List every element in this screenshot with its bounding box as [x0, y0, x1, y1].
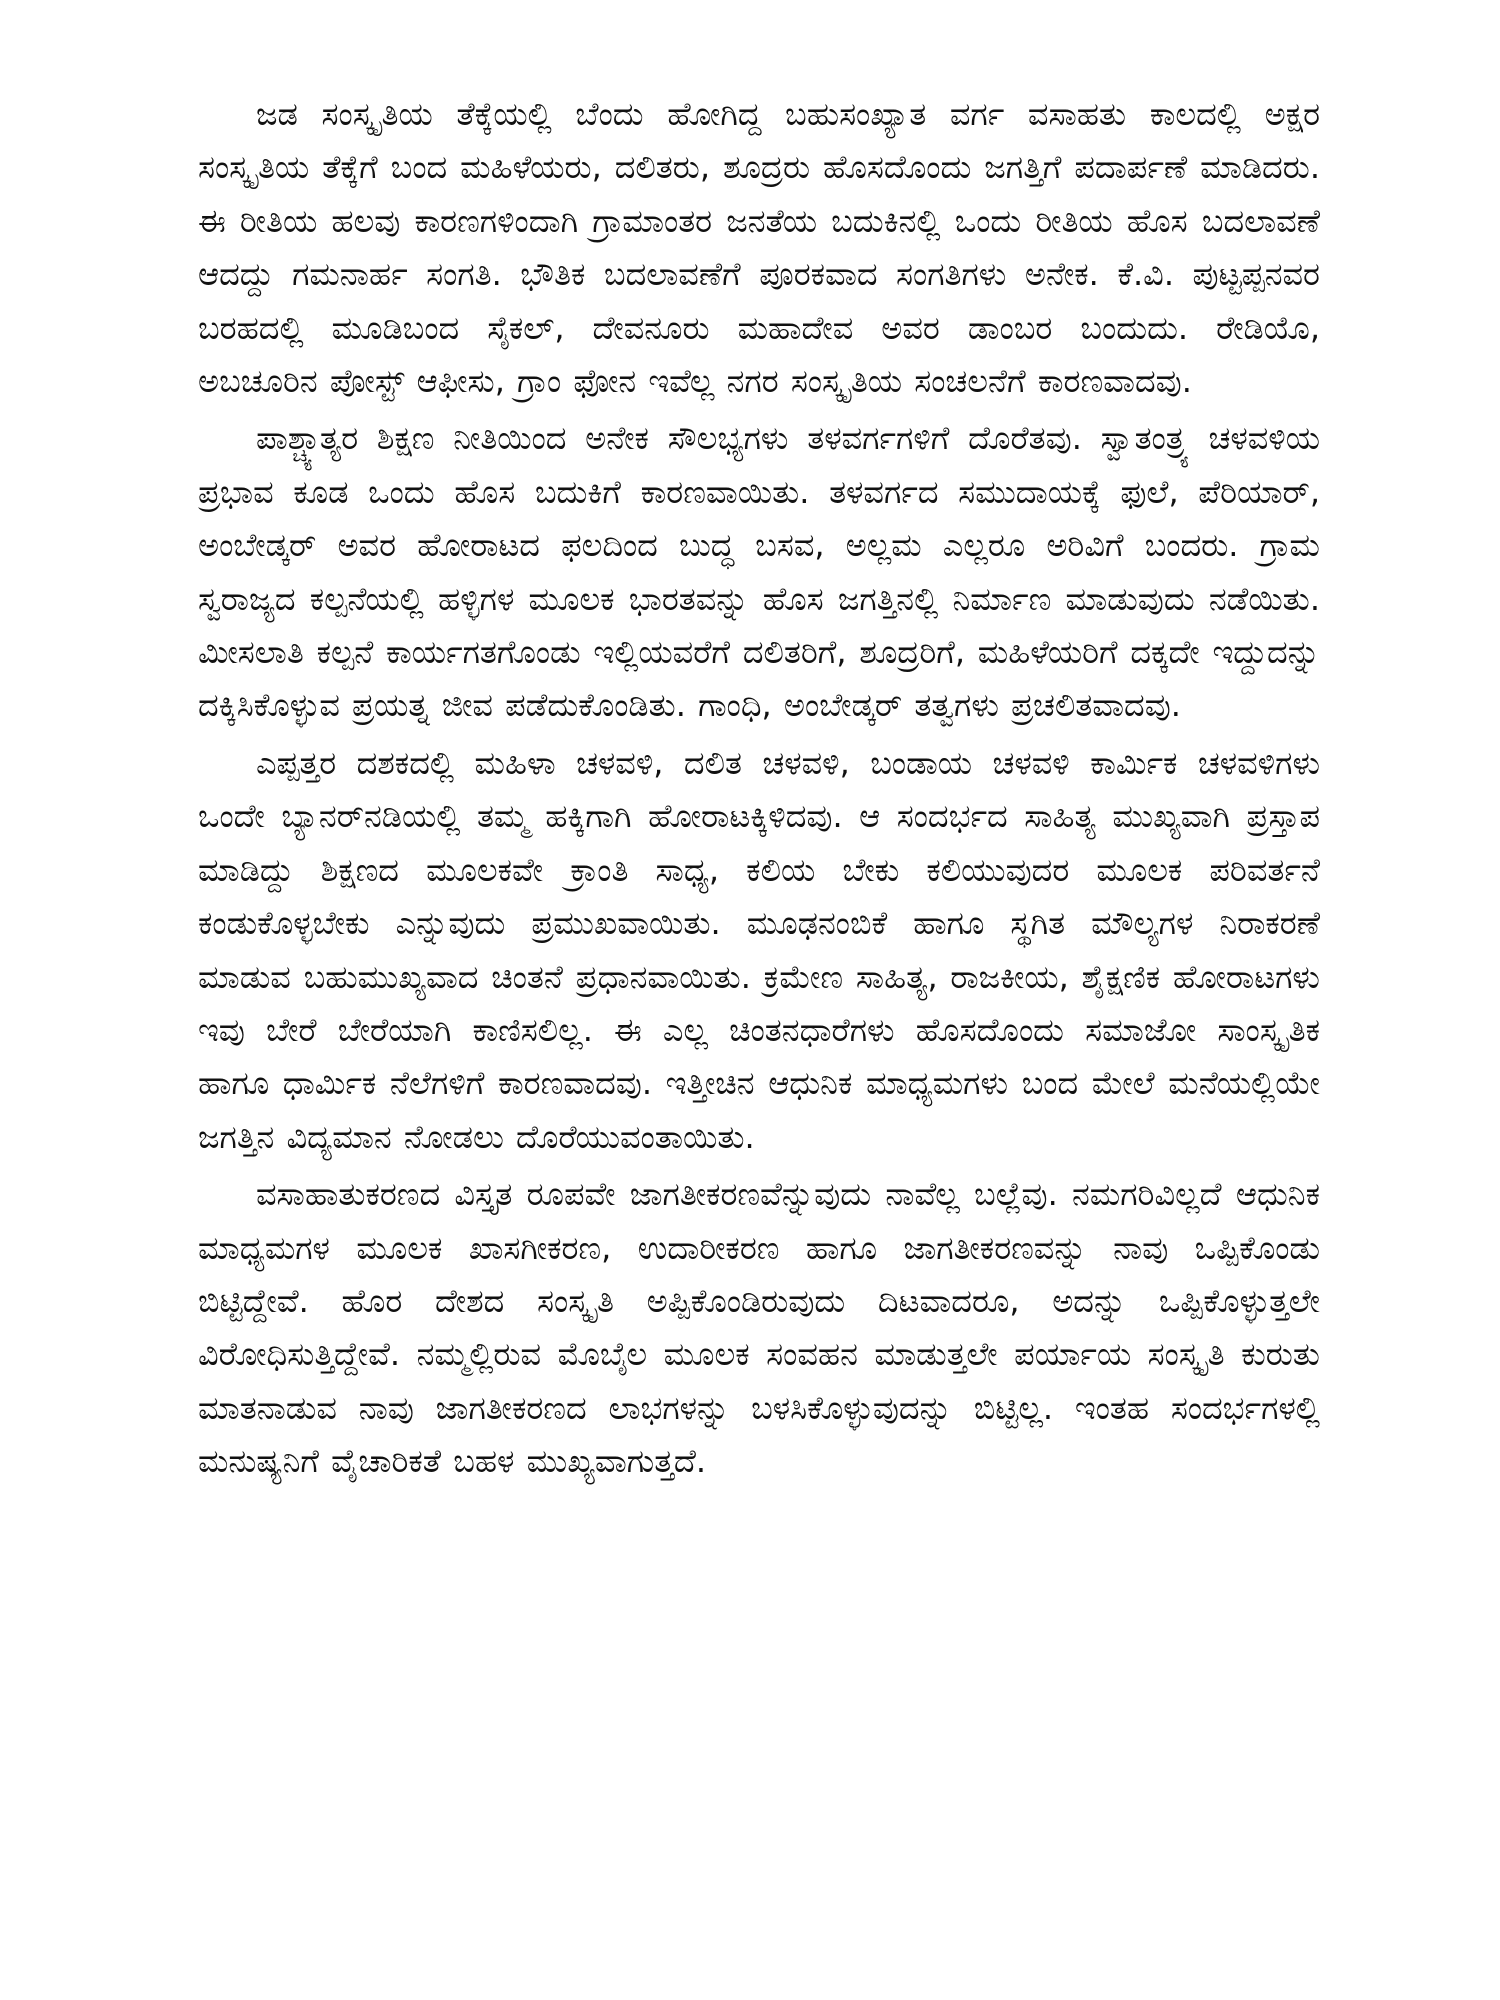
paragraph-western-education: ಪಾಶ್ಚ್ಯಾತ್ಯರ ಶಿಕ್ಷಣ ನೀತಿಯಿಂದ ಅನೇಕ ಸೌಲಭ್ಯಗಳು ತಳವರ್ಗಗಳಿಗೆ ದೊರೆತವು. ಸ್ವಾತಂತ್ರ್ಯ ಚಳವಳಿಯ ಪ್ರಭಾವ ಕೂಡ ಒಂದು ಹೊಸ ಬದುಕಿಗೆ ಕಾರಣವಾಯಿತು. ತಳವರ್ಗದ ಸಮುದಾಯಕ್ಕೆ ಫುಲೆ, ಪೆರಿಯಾರ್, ಅಂಬೇಡ್ಕರ್ ಅವರ ಹೋರಾಟದ ಫಲದಿಂದ ಬುದ್ಧ ಬಸವ, ಅಲ್ಲಮ ಎಲ್ಲರೂ ಅರಿವಿಗೆ ಬಂದರು. ಗ್ರಾಮ ಸ್ವರಾಜ್ಯದ ಕಲ್ಪನೆಯಲ್ಲಿ ಹಳ್ಳಿಗಳ ಮೂಲಕ ಭಾರತವನ್ನು ಹೊಸ ಜಗತ್ತಿನಲ್ಲಿ ನಿರ್ಮಾಣ ಮಾಡುವುದು ನಡೆಯಿತು. ಮೀಸಲಾತಿ ಕಲ್ಪನೆ ಕಾರ್ಯಗತಗೊಂಡು ಇಲ್ಲಿಯವರೆಗೆ ದಲಿತರಿಗೆ, ಶೂದ್ರರಿಗೆ, ಮಹಿಳೆಯರಿಗೆ ದಕ್ಕದೇ ಇದ್ದುದನ್ನು ದಕ್ಕಿಸಿಕೊಳ್ಳುವ ಪ್ರಯತ್ನ ಜೀವ ಪಡೆದುಕೊಂಡಿತು. ಗಾಂಧಿ, ಅಂಬೇಡ್ಕರ್ ತತ್ವಗಳು ಪ್ರಚಲಿತವಾದವು.	[198, 419, 1320, 725]
paragraph-colonial-era: ಜಡ ಸಂಸ್ಕೃತಿಯ ತೆಕ್ಕೆಯಲ್ಲಿ ಬೆಂದು ಹೋಗಿದ್ದ ಬಹುಸಂಖ್ಯಾತ ವರ್ಗ ವಸಾಹತು ಕಾಲದಲ್ಲಿ ಅಕ್ಷರ ಸಂಸ್ಕೃತಿಯ ತೆಕ್ಕೆಗೆ ಬಂದ ಮಹಿಳೆಯರು, ದಲಿತರು, ಶೂದ್ರರು ಹೊಸದೊಂದು ಜಗತ್ತಿಗೆ ಪದಾರ್ಪಣೆ ಮಾಡಿದರು. ಈ ರೀತಿಯ ಹಲವು ಕಾರಣಗಳಿಂದಾಗಿ ಗ್ರಾಮಾಂತರ ಜನತೆಯ ಬದುಕಿನಲ್ಲಿ ಒಂದು ರೀತಿಯ ಹೊಸ ಬದಲಾವಣೆ ಆದದ್ದು ಗಮನಾರ್ಹ ಸಂಗತಿ. ಭೌತಿಕ ಬದಲಾವಣೆಗೆ ಪೂರಕವಾದ ಸಂಗತಿಗಳು ಅನೇಕ. ಕೆ.ವಿ. ಪುಟ್ಟಪ್ಪನವರ ಬರಹದಲ್ಲಿ ಮೂಡಿಬಂದ ಸೈಕಲ್, ದೇವನೂರು ಮಹಾದೇವ ಅವರ ಡಾಂಬರ ಬಂದುದು. ರೇಡಿಯೊ, ಅಬಚೂರಿನ ಪೋಸ್ಟ್ ಆಫೀಸು, ಗ್ರಾಂ ಫೋನ ಇವೆಲ್ಲ ನಗರ ಸಂಸ್ಕೃತಿಯ ಸಂಚಲನೆಗೆ ಕಾರಣವಾದವು.	[198, 95, 1320, 401]
paragraph-globalization: ವಸಾಹಾತುಕರಣದ ವಿಸ್ತೃತ ರೂಪವೇ ಜಾಗತೀಕರಣವೆನ್ನುವುದು ನಾವೆಲ್ಲ ಬಲ್ಲೆವು. ನಮಗರಿವಿಲ್ಲದೆ ಆಧುನಿಕ ಮಾಧ್ಯಮಗಳ ಮೂಲಕ ಖಾಸಗೀಕರಣ, ಉದಾರೀಕರಣ ಹಾಗೂ ಜಾಗತೀಕರಣವನ್ನು ನಾವು ಒಪ್ಪಿಕೊಂಡು ಬಿಟ್ಟಿದ್ದೇವೆ. ಹೊರ ದೇಶದ ಸಂಸ್ಕೃತಿ ಅಪ್ಪಿಕೊಂಡಿರುವುದು ದಿಟವಾದರೂ, ಅದನ್ನು ಒಪ್ಪಿಕೊಳ್ಳುತ್ತಲೇ ವಿರೋಧಿಸುತ್ತಿದ್ದೇವೆ. ನಮ್ಮಲ್ಲಿರುವ ಮೊಬೈಲ ಮೂಲಕ ಸಂವಹನ ಮಾಡುತ್ತಲೇ ಪರ್ಯಾಯ ಸಂಸ್ಕೃತಿ ಕುರುತು ಮಾತನಾಡುವ ನಾವು ಜಾಗತೀಕರಣದ ಲಾಭಗಳನ್ನು ಬಳಸಿಕೊಳ್ಳುವುದನ್ನು ಬಿಟ್ಟಿಲ್ಲ. ಇಂತಹ ಸಂದರ್ಭಗಳಲ್ಲಿ ಮನುಷ್ಯನಿಗೆ ವೈಚಾರಿಕತೆ ಬಹಳ ಮುಖ್ಯವಾಗುತ್ತದೆ.	[198, 1175, 1320, 1481]
paragraph-seventies-movements: ಎಪ್ಪತ್ತರ ದಶಕದಲ್ಲಿ ಮಹಿಳಾ ಚಳವಳಿ, ದಲಿತ ಚಳವಳಿ, ಬಂಡಾಯ ಚಳವಳಿ ಕಾರ್ಮಿಕ ಚಳವಳಿಗಳು ಒಂದೇ ಬ್ಯಾನರ್‌ನಡಿಯಲ್ಲಿ ತಮ್ಮ ಹಕ್ಕಿಗಾಗಿ ಹೋರಾಟಕ್ಕಿಳಿದವು. ಆ ಸಂದರ್ಭದ ಸಾಹಿತ್ಯ ಮುಖ್ಯವಾಗಿ ಪ್ರಸ್ತಾಪ ಮಾಡಿದ್ದು ಶಿಕ್ಷಣದ ಮೂಲಕವೇ ಕ್ರಾಂತಿ ಸಾಧ್ಯ, ಕಲಿಯ ಬೇಕು ಕಲಿಯುವುದರ ಮೂಲಕ ಪರಿವರ್ತನೆ ಕಂಡುಕೊಳ್ಳಬೇಕು ಎನ್ನುವುದು ಪ್ರಮುಖವಾಯಿತು. ಮೂಢನಂಬಿಕೆ ಹಾಗೂ ಸ್ಥಗಿತ ಮೌಲ್ಯಗಳ ನಿರಾಕರಣೆ ಮಾಡುವ ಬಹುಮುಖ್ಯವಾದ ಚಿಂತನೆ ಪ್ರಧಾನವಾಯಿತು. ಕ್ರಮೇಣ ಸಾಹಿತ್ಯ, ರಾಜಕೀಯ, ಶೈಕ್ಷಣಿಕ ಹೋರಾಟಗಳು ಇವು ಬೇರೆ ಬೇರೆಯಾಗಿ ಕಾಣಿಸಲಿಲ್ಲ. ಈ ಎಲ್ಲ ಚಿಂತನಧಾರೆಗಳು ಹೊಸದೊಂದು ಸಮಾಜೋ ಸಾಂಸ್ಕೃತಿಕ ಹಾಗೂ ಧಾರ್ಮಿಕ ನೆಲೆಗಳಿಗೆ ಕಾರಣವಾದವು. ಇತ್ತೀಚಿನ ಆಧುನಿಕ ಮಾಧ್ಯಮಗಳು ಬಂದ ಮೇಲೆ ಮನೆಯಲ್ಲಿಯೇ ಜಗತ್ತಿನ ವಿದ್ಯಮಾನ ನೋಡಲು ದೊರೆಯುವಂತಾಯಿತು.	[198, 743, 1320, 1156]
